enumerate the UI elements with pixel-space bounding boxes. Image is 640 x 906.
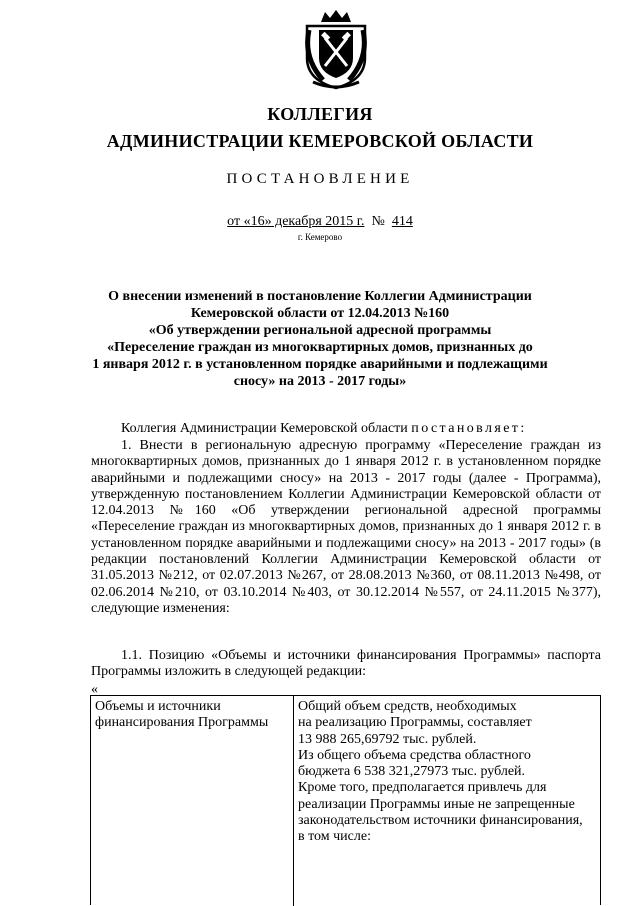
city: г. Кемерово <box>297 232 343 242</box>
title-line: 1 января 2012 г. в установленном порядке аварийными и подлежащими <box>92 357 548 372</box>
cell-line: реализации Программы иные не запрещенные <box>298 796 575 812</box>
paragraph-1: 1. Внести в региональную адресную программу «Переселение граждан из многоквартирных домов, признанных до 1 января 2012 г. в установленном порядке аварийными и подлежащими сносу» на 2013 - 2017 годы (далее - Программа), утвержденную постановлением Коллегии Администрации Кемеровской области от 12.04.2013 №160 «Об утверждении региональной адресной программы «Переселение граждан из многоквартирных домов, признанных до 1 января 2012 г. в установленном порядке аварийными и подлежащими сносу» на 2013 - 2017 годы» (в редакции постановлений Коллегии Администрации Кемеровской области от 31.05.2013 №212, от 02.07.2013 №267, от 28.08.2013 №360, от 08.11.2013 №498, от 02.06.2014 №210, от 03.10.2014 №403, от 30.12.2014 №557, от 24.11.2015 №377), следующие изменения: <box>91 438 601 616</box>
paragraph-1-1: 1.1. Позицию «Объемы и источники финансирования Программы» паспорта Программы изложить в следующей редакции: <box>91 648 601 680</box>
document-type: ПОСТАНОВЛЕНИЕ <box>226 171 414 187</box>
intro-paragraph <box>91 421 601 437</box>
cell-line: 13 988 265,69792 тыс. рублей. <box>298 731 477 747</box>
title-line: «Об утверждении региональной адресной программы <box>148 323 492 338</box>
cell-line: Кроме того, предполагается привлечь для <box>298 780 547 796</box>
number-sign: № <box>371 214 385 229</box>
quote-open: « <box>91 682 98 697</box>
intro-lead: Коллегия Администрации Кемеровской области <box>121 421 412 436</box>
intro-decree-word: постановляет: <box>411 421 527 436</box>
table-column-divider <box>293 696 294 906</box>
title-line: Кемеровской области от 12.04.2013 №160 <box>190 306 450 321</box>
title-line: «Переселение граждан из многоквартирных домов, признанных до <box>107 340 533 355</box>
document-title <box>0 288 640 390</box>
org-name-line2: АДМИНИСТРАЦИИ КЕМЕРОВСКОЙ ОБЛАСТИ <box>106 131 534 151</box>
date-prefix: от « <box>227 214 251 229</box>
funding-table <box>90 695 601 905</box>
cell-line: финансирования Программы <box>95 715 269 731</box>
date-line <box>0 214 640 230</box>
coat-of-arms-emblem <box>301 8 371 90</box>
title-line: сносу» на 2013 - 2017 годы» <box>233 374 407 389</box>
cell-line: законодательством источники финансирования, <box>298 813 583 829</box>
cell-line: Из общего объема средства областного <box>298 747 531 763</box>
cell-line: Общий объем средств, необходимых <box>298 699 517 714</box>
cell-line: в том числе: <box>298 829 371 845</box>
date-month-year: декабря 2015 г. <box>271 214 365 229</box>
title-line: О внесении изменений в постановление Коллегии Администрации <box>108 289 532 304</box>
cell-line: на реализацию Программы, составляет <box>298 715 532 731</box>
org-name-line1: КОЛЛЕГИЯ <box>267 104 373 124</box>
table-cell-label <box>95 699 291 732</box>
document-number: 414 <box>391 214 413 229</box>
cell-line: бюджета 6 538 321,27973 тыс. рублей. <box>298 764 526 780</box>
date-day: 16 <box>250 214 265 229</box>
cell-line: Объемы и источники <box>95 699 221 714</box>
table-cell-value <box>298 699 598 846</box>
date-middle: » <box>264 214 272 229</box>
